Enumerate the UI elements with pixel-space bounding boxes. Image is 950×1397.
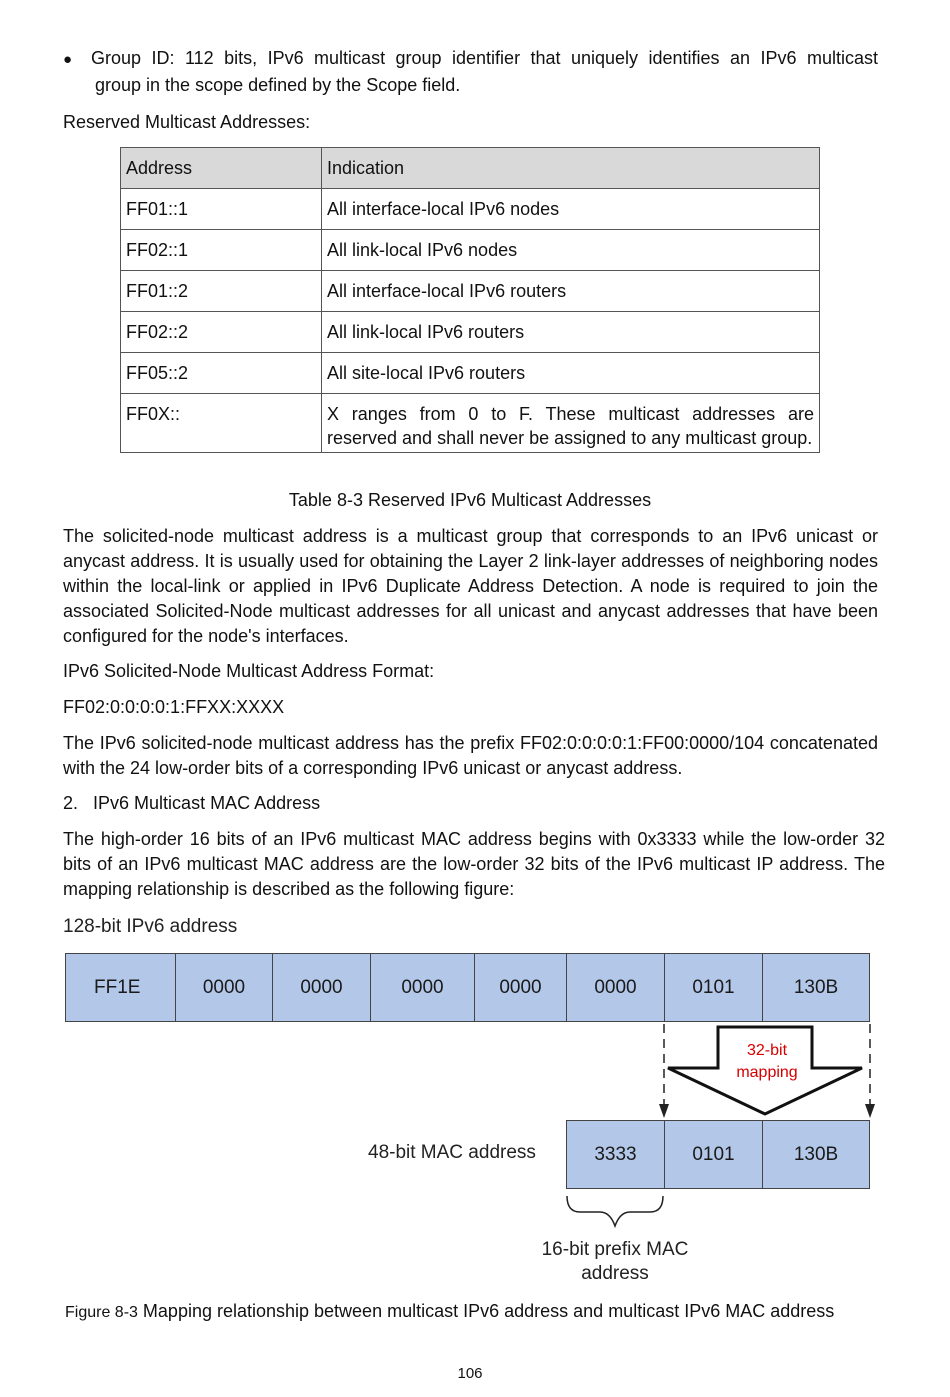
- ipv6-cell: 0000: [272, 953, 371, 1022]
- address-cell: FF02::1: [121, 230, 322, 271]
- ipv6-cell: 0101: [664, 953, 763, 1022]
- format-heading: IPv6 Solicited-Node Multicast Address Format:: [63, 661, 435, 681]
- ipv6-cell: FF1E: [65, 953, 176, 1022]
- address-cell: FF0X::: [121, 394, 322, 453]
- format-value: FF02:0:0:0:0:1:FFXX:XXXX: [63, 697, 285, 717]
- figure-caption-number: Figure 8-3: [65, 1304, 138, 1321]
- address-cell: FF02::2: [121, 312, 322, 353]
- address-cell: FF01::1: [121, 189, 322, 230]
- section-title: IPv6 Multicast MAC Address: [93, 793, 321, 813]
- indication-cell: All interface-local IPv6 routers: [322, 271, 820, 312]
- table-caption: Table 8-3 Reserved IPv6 Multicast Addresses: [288, 490, 652, 510]
- mapping-label: [722, 1040, 812, 1084]
- solicited-node-paragraph: The solicited-node multicast address is a multicast group that corresponds to an IPv6 unicast or anycast address. It is usually used for obtaining the Layer 2 link-layer addresses of neighboring nodes within the local-link or applied in IPv6 Duplicate Address Detection. A node is required to join the associated Solicited-Node multicast addresses for all unicast and anycast addresses that have been configured for the node's interfaces.: [63, 526, 878, 646]
- mac-address-label: 48-bit MAC address: [368, 1142, 536, 1163]
- figure-caption: [65, 1301, 834, 1322]
- indication-cell: All interface-local IPv6 nodes: [322, 189, 820, 230]
- address-cell: FF05::2: [121, 353, 322, 394]
- bullet-text-line1: Group ID: 112 bits, IPv6 multicast group identifier that uniquely identifies an IPv6 multicast: [91, 48, 878, 68]
- prefix-label-line1: 16-bit prefix MAC: [541, 1239, 689, 1260]
- figure-title: 128-bit IPv6 address: [63, 916, 238, 937]
- bullet-text-line2: group in the scope defined by the Scope field.: [95, 75, 461, 95]
- mapping-label-line1: 32-bit: [746, 1042, 788, 1059]
- ipv6-cell: 0000: [175, 953, 273, 1022]
- mac-cell: 3333: [566, 1120, 665, 1189]
- mac-cell: 0101: [664, 1120, 763, 1189]
- header-indication: Indication: [322, 148, 820, 189]
- indication-cell: All site-local IPv6 routers: [322, 353, 820, 394]
- mac-paragraph: The high-order 16 bits of an IPv6 multicast MAC address begins with 0x3333 while the low-order 32 bits of an IPv6 multicast MAC address are the low-order 32 bits of the IPv6 multicast IP address. The mapping relationship is described as the following figure:: [63, 829, 885, 899]
- prefix-brace-icon: [567, 1196, 663, 1226]
- page-number: 106: [457, 1365, 483, 1382]
- ipv6-cell: 0000: [474, 953, 567, 1022]
- arrowhead-left-icon: [659, 1104, 669, 1118]
- ipv6-cell: 0000: [370, 953, 475, 1022]
- ipv6-cell: 0000: [566, 953, 665, 1022]
- mapping-label-line2: mapping: [736, 1064, 798, 1081]
- arrowhead-right-icon: [865, 1104, 875, 1118]
- prefix-paragraph: The IPv6 solicited-node multicast address has the prefix FF02:0:0:0:0:1:FF00:0000/104 concatenated with the 24 low-order bits of a corresponding IPv6 unicast or anycast address.: [63, 733, 878, 778]
- prefix-mac-label: [520, 1238, 710, 1286]
- prefix-label-line2: address: [581, 1263, 649, 1284]
- reserved-heading: Reserved Multicast Addresses:: [63, 112, 311, 132]
- indication-cell: X ranges from 0 to F. These multicast addresses are reserved and shall never be assigned to any multicast group.: [322, 394, 820, 453]
- bullet-icon: ●: [63, 51, 73, 68]
- address-cell: FF01::2: [121, 271, 322, 312]
- indication-cell: All link-local IPv6 nodes: [322, 230, 820, 271]
- ipv6-cell: 130B: [762, 953, 870, 1022]
- mac-cell: 130B: [762, 1120, 870, 1189]
- indication-cell: All link-local IPv6 routers: [322, 312, 820, 353]
- header-address: Address: [121, 148, 322, 189]
- section-number: 2.: [63, 793, 79, 813]
- figure-caption-text: Mapping relationship between multicast IPv6 address and multicast IPv6 MAC address: [137, 1301, 835, 1321]
